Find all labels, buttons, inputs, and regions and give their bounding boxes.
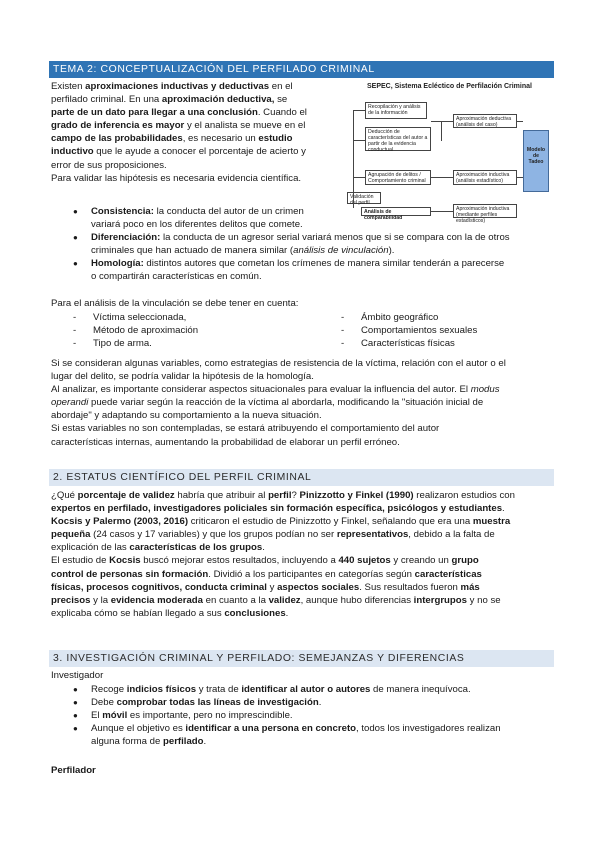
text-run: comprobar todas las líneas de investigación	[116, 697, 319, 709]
text-run: 440 sujetos	[338, 555, 391, 567]
text-run: Kocsis y Palermo (2003, 2016)	[51, 516, 189, 528]
text-run: y el analista se mueve en el	[184, 120, 306, 132]
text-run: grado de inferencia es mayor	[51, 120, 185, 132]
text-run: El	[91, 710, 103, 722]
diagram-connector	[517, 121, 523, 122]
text-run: expertos en perfilado, investigadores policiales sin formación específica, psicólogos y estudiantes	[51, 503, 503, 515]
vinculation-intro: Para el análisis de la vinculación se debe tener en cuenta:	[51, 298, 299, 309]
text-run: criminales que han actuado de manera similar (	[91, 245, 294, 257]
scientific-status-paragraph	[51, 489, 551, 620]
text-run: . Dividió a los participantes en categorías según	[208, 568, 415, 580]
text-run: lugar del delito, se podría validar la hipótesis de la homología.	[51, 371, 314, 383]
text-run: habría que atribuir al	[174, 490, 269, 501]
text-line	[51, 594, 551, 607]
diagram-connector	[353, 110, 354, 208]
intro-paragraph	[51, 80, 341, 185]
text-run: de manera inequívoca.	[370, 684, 471, 695]
vinculation-right-column	[341, 311, 477, 350]
investigador-list	[51, 683, 551, 748]
text-run: Recoge	[91, 684, 127, 695]
diagram-box-aprox-inductiva: Aproximación inductiva (análisis estadístico)	[453, 170, 517, 185]
vinculation-item	[341, 337, 477, 350]
text-run: .	[262, 542, 265, 554]
situational-paragraph	[51, 357, 551, 449]
text-line	[51, 409, 551, 422]
text-run: . Sus resultados fueron	[359, 581, 461, 593]
text-run: Kocsis	[109, 555, 141, 567]
diagram-connector	[353, 140, 365, 141]
text-run: características de los grupos	[129, 542, 263, 554]
text-run: aproximación deductiva,	[161, 94, 275, 106]
diagram-connector	[431, 177, 453, 178]
perfilador-label: Perfilador	[51, 765, 96, 776]
diagram-connector	[431, 211, 453, 212]
text-run: buscó mejorar estos resultados, incluyendo a	[140, 555, 339, 567]
diagram-box-validacion: Validación del perfil	[347, 192, 381, 204]
sepec-diagram	[345, 80, 550, 224]
text-line	[91, 722, 551, 735]
bullet-item	[51, 696, 551, 709]
text-run: Al analizar, es importante considerar aspectos situacionales para evaluar la influencia del autor. El	[51, 384, 471, 396]
bullet-icon: ●	[73, 207, 78, 216]
text-run: Pinizzotto y Finkel (1990)	[299, 490, 414, 501]
text-line	[91, 257, 551, 270]
text-run: precisos	[51, 594, 91, 606]
text-line	[51, 172, 341, 185]
text-run: más	[460, 581, 480, 593]
text-run: representativos	[336, 529, 409, 541]
text-run: modus	[470, 384, 500, 396]
text-line	[51, 93, 341, 106]
text-run: y creando un	[390, 555, 452, 567]
diagram-box-deduccion: Deducción de características del autor a partir de la evidencia conductual	[365, 127, 431, 151]
text-run: control de personas sin formación	[51, 568, 209, 580]
text-run: .	[318, 697, 322, 709]
text-line	[51, 607, 551, 620]
text-run: estudio	[258, 133, 293, 145]
text-line	[51, 502, 551, 515]
text-run: en el	[269, 81, 293, 92]
text-run: Diferenciación:	[91, 232, 161, 244]
bullet-icon: ●	[73, 698, 78, 708]
text-run: perfilado	[163, 736, 204, 748]
text-run: abordaje" y adaptando su comportamiento a la nueva situación.	[51, 410, 322, 422]
text-run: perfil	[268, 490, 292, 501]
text-line	[51, 541, 551, 554]
diagram-connector	[353, 177, 365, 178]
section-2-title: 2. ESTATUS CIENTÍFICO DEL PERFIL CRIMINAL	[49, 469, 554, 486]
vinculation-item-label: Víctima seleccionada,	[93, 312, 187, 323]
text-line	[51, 145, 341, 158]
bullet-icon: ●	[73, 711, 78, 721]
text-line	[91, 683, 551, 696]
text-run: es importante, pero no imprescindible.	[127, 710, 293, 722]
text-run: que le ayude a conocer el porcentaje de acierto y	[93, 146, 306, 158]
text-run: campo de las probabilidades	[51, 133, 183, 145]
text-run: inductivo	[51, 146, 94, 158]
bullet-item	[51, 683, 551, 696]
text-run: criticaron el estudio de Pinizzotto y Finkel, señalando que era una	[188, 516, 473, 528]
text-line	[51, 370, 551, 383]
dash-icon: -	[73, 325, 77, 337]
text-line	[51, 515, 551, 528]
dash-icon: -	[341, 325, 345, 337]
text-run: alguna forma de	[91, 736, 163, 748]
vinculation-item	[341, 311, 477, 324]
text-run: validez	[268, 594, 301, 606]
text-run: perfilado criminal. En una	[51, 94, 162, 106]
text-line	[51, 528, 551, 541]
text-line	[51, 80, 341, 93]
text-run: . Cuando el	[257, 107, 307, 119]
text-run: conclusiones	[224, 607, 286, 619]
text-run: y trata de	[196, 684, 242, 695]
dash-icon: -	[341, 312, 345, 323]
text-run: , es necesario un	[182, 133, 259, 145]
text-run: puede variar según la reacción de la víctima al abordarla, modificando la "situación inicial de	[88, 397, 484, 409]
text-run: .	[285, 607, 289, 619]
text-run: y	[266, 581, 278, 593]
text-line	[51, 489, 551, 502]
text-run: , aunque hubo diferencias	[300, 594, 414, 606]
vinculation-item-label: Características físicas	[361, 338, 455, 350]
text-run: Si estas variables no son contempladas, se estará atribuyendo el comportamiento del autor	[51, 423, 440, 435]
section-3-title: 3. INVESTIGACIÓN CRIMINAL Y PERFILADO: SEMEJANZAS Y DIFERENCIAS	[49, 650, 554, 667]
diagram-box-aprox-inductiva-perfiles: Aproximación inductiva (mediante perfiles estadísticos)	[453, 204, 517, 218]
text-line	[51, 422, 551, 435]
text-run: y no se	[466, 594, 501, 606]
text-run: pequeña	[51, 529, 91, 541]
text-line	[51, 396, 551, 409]
diagram-connector	[441, 121, 442, 141]
text-run: muestra	[472, 516, 511, 528]
diagram-box-agrupacion: Agrupación de delitos / Comportamiento criminal	[365, 170, 431, 185]
text-line	[91, 270, 551, 283]
text-run: , todos los investigadores realizan	[356, 723, 501, 735]
vinculation-item-label: Comportamientos sexuales	[361, 325, 478, 337]
text-run: identificar al autor o autores	[241, 684, 371, 695]
diagram-title: SEPEC, Sistema Ecléctico de Perfilación Criminal	[367, 83, 532, 90]
diagram-connector	[431, 121, 453, 122]
text-line	[51, 436, 551, 449]
text-line	[51, 119, 341, 132]
text-run: Si se consideran algunas variables, como estrategias de resistencia de la víctima, relación con el autor o el	[51, 358, 506, 369]
text-line	[51, 383, 551, 396]
text-run: Debe	[91, 697, 117, 709]
diagram-box-comparabilidad: Análisis de comparabilidad	[361, 207, 431, 216]
diagram-box-recopilacion: Recopilación y análisis de la información	[365, 102, 427, 119]
vinculation-item-label: Tipo de arma.	[93, 338, 152, 350]
vinculation-item	[73, 311, 198, 324]
text-run: .	[502, 503, 505, 515]
text-run: físicas, procesos cognitivos, conducta criminal	[51, 581, 267, 593]
text-line	[51, 132, 341, 145]
text-run: error de sus proposiciones.	[51, 159, 167, 171]
text-run: Existen	[51, 81, 86, 92]
text-run: Para validar las hipótesis es necesaria evidencia científica.	[51, 172, 302, 184]
text-line	[91, 709, 551, 722]
dash-icon: -	[73, 338, 77, 350]
text-run: análisis de vinculación	[293, 245, 389, 257]
section-1-title: TEMA 2: CONCEPTUALIZACIÓN DEL PERFILADO CRIMINAL	[49, 61, 554, 78]
text-run: Homología:	[91, 258, 144, 270]
text-run: ?	[291, 490, 300, 501]
bullet-item	[51, 231, 551, 257]
text-run: y la	[90, 594, 111, 606]
dash-icon: -	[73, 312, 77, 323]
vinculation-left-column	[73, 311, 198, 350]
text-run: aspectos sociales	[277, 581, 360, 593]
text-run: .	[203, 736, 207, 748]
text-run: realizaron estudios con	[413, 490, 515, 501]
text-run: en cuanto a la	[202, 594, 269, 606]
text-run: la conducta de un agresor serial variará menos que si se compara con la de otros	[160, 232, 510, 244]
bullet-icon: ●	[73, 685, 78, 694]
text-run: , debido a la falta de	[408, 529, 495, 541]
text-run: características	[414, 568, 482, 580]
text-line	[91, 244, 551, 257]
text-line	[91, 735, 551, 748]
text-run: o compartirán características en común.	[91, 271, 262, 283]
text-run: ).	[388, 245, 395, 257]
bullet-icon: ●	[73, 724, 78, 734]
text-run: (24 casos y 17 variables) y que los grupos podían no ser	[90, 529, 337, 541]
bullet-icon: ●	[73, 259, 78, 269]
text-run: la conducta del autor de un crimen	[153, 206, 304, 217]
text-run: ¿Qué	[51, 490, 78, 501]
text-line	[51, 568, 551, 581]
diagram-connector	[517, 177, 523, 178]
text-run: móvil	[102, 710, 128, 722]
text-run: identificar a una persona en concreto	[185, 723, 357, 735]
text-run: se	[274, 94, 288, 106]
vinculation-columns	[51, 311, 551, 351]
diagram-connector	[353, 110, 365, 111]
text-run: grupo	[451, 555, 479, 567]
text-run: variará poco en los diferentes delitos que comete.	[91, 219, 303, 231]
diagram-box-aprox-deductiva: Aproximación deductiva (análisis del caso)	[453, 114, 517, 128]
bullet-icon: ●	[73, 233, 78, 243]
text-line	[91, 231, 551, 244]
dash-icon: -	[341, 338, 345, 350]
vinculation-item	[73, 324, 198, 337]
vinculation-item	[73, 337, 198, 350]
text-run: operandi	[51, 397, 89, 409]
text-run: indicios físicos	[126, 684, 197, 695]
text-run: evidencia moderada	[110, 594, 203, 606]
text-run: Aunque el objetivo es	[91, 723, 186, 735]
text-run: explicación de las	[51, 542, 130, 554]
text-line	[51, 357, 551, 370]
bullet-item	[51, 722, 551, 748]
text-run: El estudio de	[51, 555, 110, 567]
text-run: distintos autores que cometan los crímenes de manera similar tenderán a parecerse	[143, 258, 505, 270]
investigador-label: Investigador	[51, 670, 104, 681]
text-run: parte de un dato para llegar a una conclusión	[51, 107, 258, 119]
diagram-box-modelo: Modelo de Tadeo	[523, 130, 549, 192]
text-line	[51, 106, 341, 119]
bullet-item	[51, 709, 551, 722]
text-run: explicaba cómo se habían llegado a sus	[51, 607, 225, 619]
text-run: características internas, aumentando la probabilidad de elaborar un perfil erróneo.	[51, 436, 400, 448]
text-run: aproximaciones inductivas y deductivas	[85, 81, 270, 92]
text-line	[51, 159, 341, 172]
text-line	[91, 696, 551, 709]
bullet-item	[51, 257, 551, 283]
vinculation-item-label: Ámbito geográfico	[361, 312, 439, 323]
vinculation-item-label: Método de aproximación	[93, 325, 199, 337]
text-run: Consistencia:	[91, 206, 154, 217]
text-line	[51, 554, 551, 567]
text-run: porcentaje de validez	[77, 490, 175, 501]
text-run: intergrupos	[413, 594, 467, 606]
vinculation-item	[341, 324, 477, 337]
text-line	[51, 581, 551, 594]
